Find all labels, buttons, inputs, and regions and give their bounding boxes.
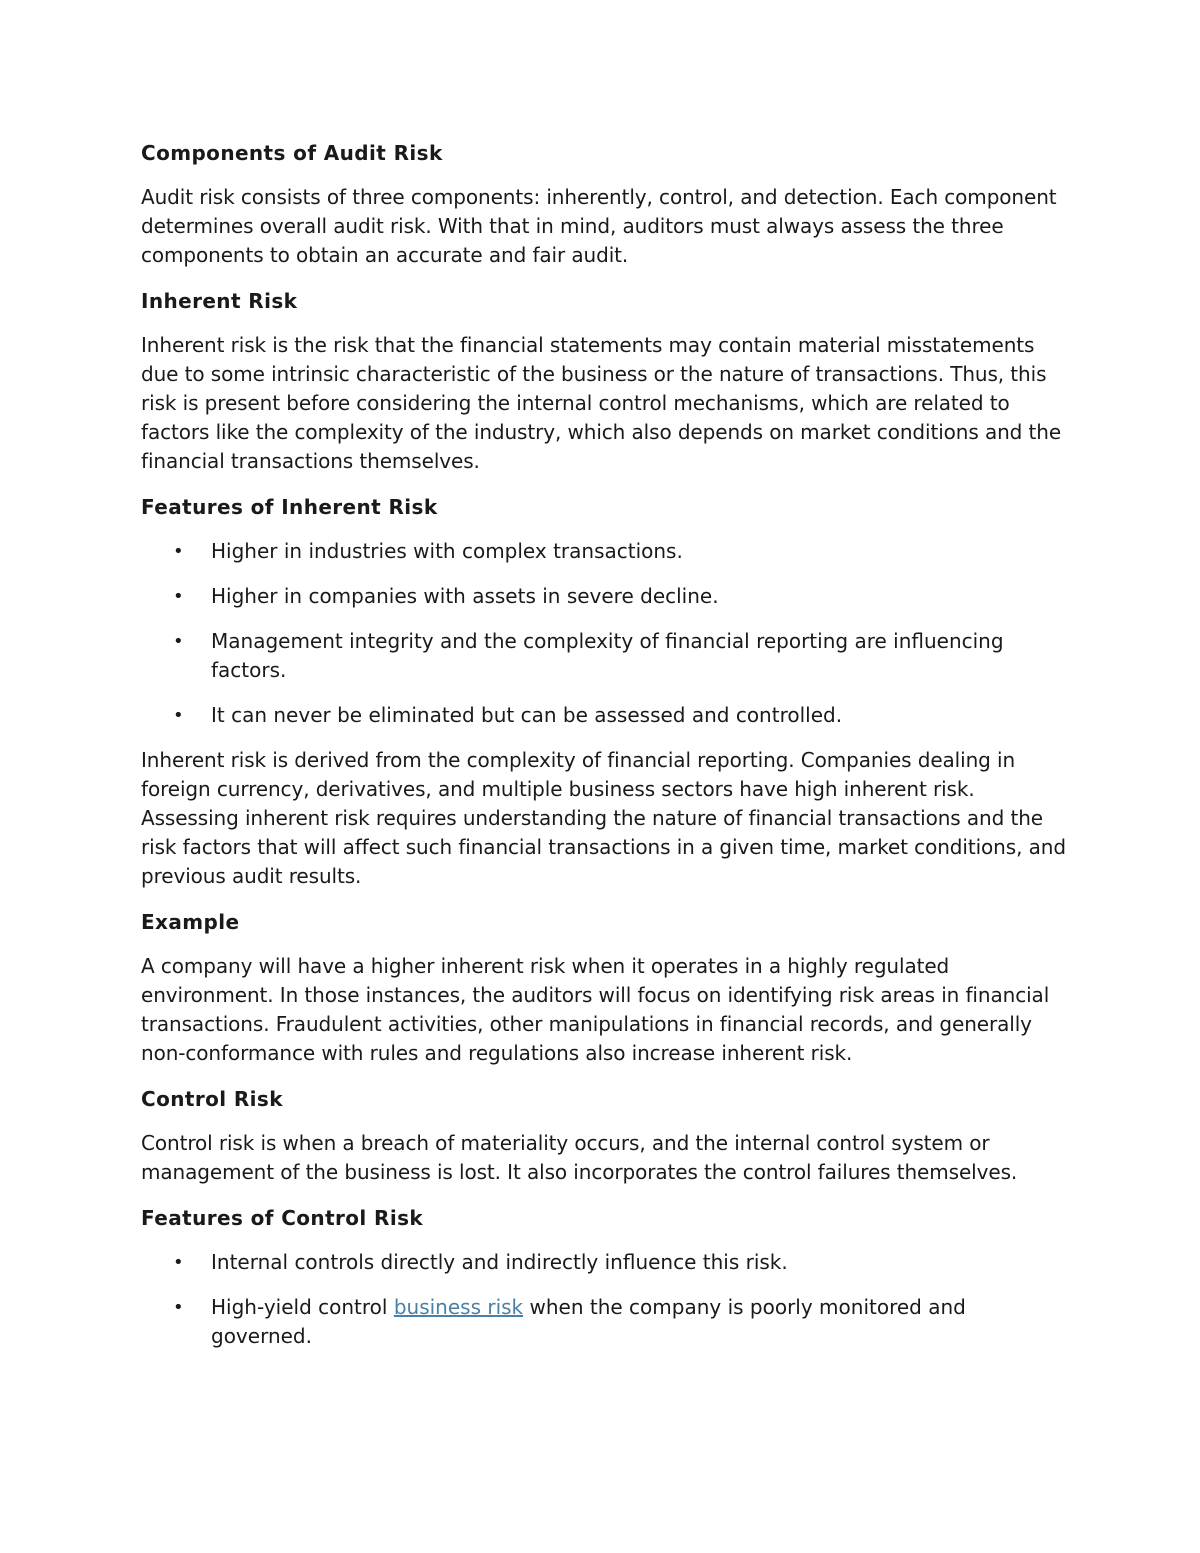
inherent-features-list — [141, 537, 1071, 730]
paragraph-inherent-derivation: Inherent risk is derived from the complexity of financial reporting. Companies dealing in foreign currency, derivatives, and multiple business sectors have high inherent risk. Assessing inherent risk requires understanding the nature of financial transactions and the risk factors that will affect such financial transactions in a given time, market conditions, and previous audit results. — [141, 748, 1066, 888]
heading-features-of-inherent-risk: Features of Inherent Risk — [141, 495, 438, 519]
list-item-text: Management integrity and the complexity of financial reporting are influencing factors. — [211, 629, 1004, 682]
business-risk-link[interactable]: business risk — [393, 1295, 524, 1319]
paragraph-control-risk: Control risk is when a breach of materiality occurs, and the internal control system or management of the business is lost. It also incorporates the control failures themselves. — [141, 1131, 1018, 1184]
heading-features-of-control-risk: Features of Control Risk — [141, 1206, 424, 1230]
list-item — [141, 701, 1071, 730]
bullet-icon: • — [173, 1252, 184, 1273]
bullet-icon: • — [173, 1297, 184, 1318]
paragraph-example: A company will have a higher inherent risk when it operates in a highly regulated environment. In those instances, the auditors will focus on identifying risk areas in financial transactions. Fraudulent activities, other manipulations in financial records, and generally non-conformance with rules and regulations also increase inherent risk. — [141, 954, 1050, 1065]
heading-inherent-risk: Inherent Risk — [141, 289, 298, 313]
heading-control-risk: Control Risk — [141, 1087, 283, 1111]
list-item-text: Higher in industries with complex transactions. — [211, 539, 683, 563]
bullet-icon: • — [173, 631, 184, 652]
list-item — [141, 627, 1071, 685]
paragraph-components: Audit risk consists of three components: inherently, control, and detection. Each component determines overall audit risk. With that in mind, auditors must always assess the three components to obtain an accurate and fair audit. — [141, 185, 1057, 267]
list-item-text: It can never be eliminated but can be assessed and controlled. — [211, 703, 843, 727]
bullet-icon: • — [173, 586, 184, 607]
list-item — [141, 582, 1071, 611]
list-item-text: Higher in companies with assets in severe decline. — [211, 584, 719, 608]
list-item — [141, 537, 1071, 566]
list-item — [141, 1248, 1071, 1277]
control-features-list — [141, 1248, 1071, 1351]
bullet-icon: • — [173, 705, 184, 726]
bullet-icon: • — [173, 541, 184, 562]
list-item-text: Internal controls directly and indirectly influence this risk. — [211, 1250, 788, 1274]
heading-example: Example — [141, 910, 240, 934]
list-item — [141, 1293, 1071, 1351]
list-item-text-after-link: when the company is poorly monitored and governed. — [211, 1295, 966, 1348]
heading-components-of-audit-risk: Components of Audit Risk — [141, 141, 443, 165]
paragraph-inherent-risk: Inherent risk is the risk that the financial statements may contain material misstatements due to some intrinsic characteristic of the business or the nature of transactions. Thus, this risk is present before considering the internal control mechanisms, which are related to factors like the complexity of the industry, which also depends on market conditions and the financial transactions themselves. — [141, 333, 1062, 473]
list-item-text-before-link: High-yield control — [211, 1295, 394, 1319]
document-page — [141, 136, 1071, 1367]
